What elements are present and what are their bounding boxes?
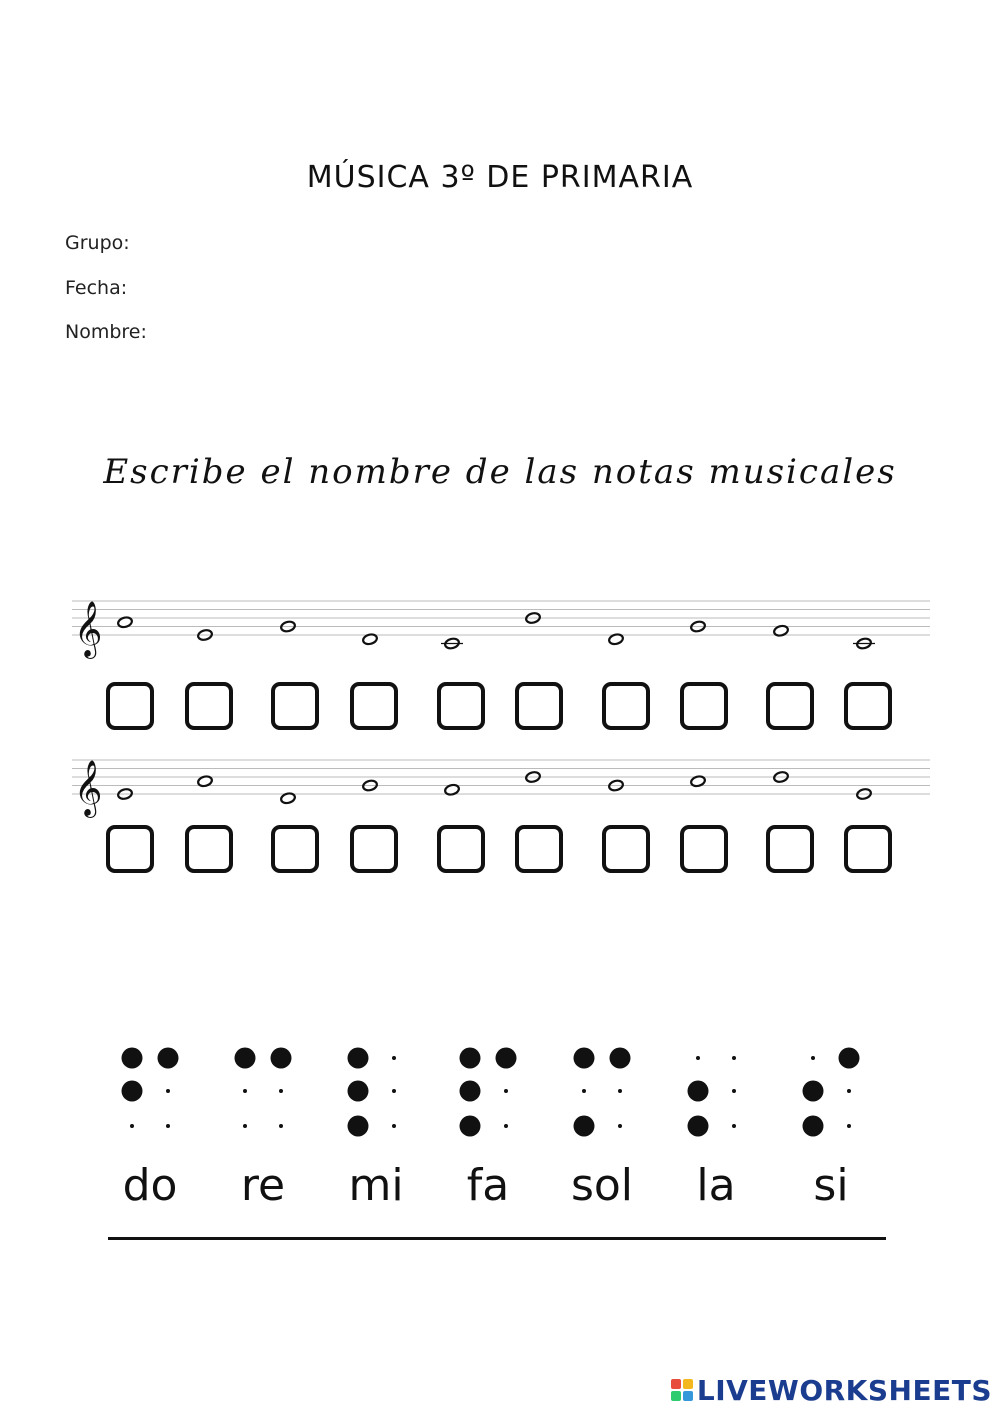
braille-dot-flat: [582, 1089, 586, 1093]
braille-dot-raised: [348, 1048, 369, 1069]
answer-box[interactable]: [185, 825, 233, 873]
braille-cell: [122, 1048, 179, 1129]
answer-box[interactable]: [185, 682, 233, 730]
braille-dot-flat: [732, 1089, 736, 1093]
answer-box[interactable]: [844, 825, 892, 873]
braille-dot-flat: [243, 1089, 247, 1093]
braille-dot-raised: [688, 1081, 709, 1102]
braille-dot-flat: [732, 1124, 736, 1128]
braille-dot-raised: [235, 1048, 256, 1069]
braille-cell: [803, 1048, 860, 1137]
braille-dot-raised: [496, 1048, 517, 1069]
answer-box[interactable]: [766, 825, 814, 873]
braille-dot-flat: [847, 1089, 851, 1093]
braille-dot-raised: [803, 1081, 824, 1102]
syllable-label: re: [240, 1160, 286, 1211]
answer-box[interactable]: [844, 682, 892, 730]
braille-dot-raised: [460, 1116, 481, 1137]
braille-dot-flat: [696, 1056, 700, 1060]
brand-logo: [671, 1373, 992, 1407]
brand-name: LIVEWORKSHEETS: [696, 1373, 992, 1407]
braille-cell: [688, 1056, 737, 1137]
braille-dot-flat: [279, 1089, 283, 1093]
braille-cell: [348, 1048, 397, 1137]
answer-box[interactable]: [350, 682, 398, 730]
answer-box[interactable]: [350, 825, 398, 873]
treble-clef-icon: 𝄞: [74, 760, 103, 816]
braille-cell: [235, 1048, 292, 1129]
braille-key: [0, 1040, 1000, 1150]
braille-dot-flat: [130, 1124, 134, 1128]
page-title: MÚSICA 3º DE PRIMARIA: [306, 160, 694, 196]
answer-box[interactable]: [271, 825, 319, 873]
answer-box[interactable]: [680, 682, 728, 730]
answer-box[interactable]: [602, 825, 650, 873]
syllable-label: la: [696, 1160, 736, 1211]
braille-dot-flat: [504, 1124, 508, 1128]
braille-dot-flat: [811, 1056, 815, 1060]
braille-dot-raised: [688, 1116, 709, 1137]
answer-box[interactable]: [766, 682, 814, 730]
syllable-label: sol: [570, 1160, 634, 1211]
braille-dot-flat: [732, 1056, 736, 1060]
braille-dot-flat: [504, 1089, 508, 1093]
braille-dot-flat: [392, 1089, 396, 1093]
braille-dot-flat: [392, 1056, 396, 1060]
braille-dot-raised: [574, 1116, 595, 1137]
syllable-label: si: [813, 1160, 849, 1211]
answer-box[interactable]: [437, 682, 485, 730]
fecha-label: Fecha:: [65, 277, 128, 299]
answer-box[interactable]: [680, 825, 728, 873]
braille-dot-flat: [392, 1124, 396, 1128]
answer-box[interactable]: [106, 825, 154, 873]
braille-dot-raised: [460, 1048, 481, 1069]
braille-dot-raised: [574, 1048, 595, 1069]
syllable-label: do: [122, 1160, 178, 1211]
braille-dot-flat: [847, 1124, 851, 1128]
braille-dot-flat: [243, 1124, 247, 1128]
braille-dot-raised: [610, 1048, 631, 1069]
answer-box[interactable]: [437, 825, 485, 873]
answer-box[interactable]: [106, 682, 154, 730]
answer-box[interactable]: [602, 682, 650, 730]
braille-dot-raised: [348, 1116, 369, 1137]
braille-dot-flat: [279, 1124, 283, 1128]
answer-box[interactable]: [515, 682, 563, 730]
braille-dot-flat: [618, 1124, 622, 1128]
answer-line: [108, 1237, 886, 1240]
grupo-label: Grupo:: [65, 232, 130, 254]
braille-dot-raised: [460, 1081, 481, 1102]
braille-dot-raised: [839, 1048, 860, 1069]
instructions: Escribe el nombre de las notas musicales: [103, 452, 897, 492]
nombre-label: Nombre:: [65, 321, 147, 343]
braille-dot-flat: [166, 1124, 170, 1128]
braille-cell: [574, 1048, 631, 1137]
syllable-label: mi: [348, 1160, 404, 1211]
answer-box[interactable]: [515, 825, 563, 873]
braille-dot-raised: [122, 1081, 143, 1102]
braille-dot-flat: [618, 1089, 622, 1093]
syllable-label: fa: [466, 1160, 510, 1211]
braille-dot-raised: [348, 1081, 369, 1102]
braille-cell: [460, 1048, 517, 1137]
braille-dot-raised: [803, 1116, 824, 1137]
treble-clef-icon: 𝄞: [74, 601, 103, 657]
braille-dot-raised: [122, 1048, 143, 1069]
braille-dot-raised: [271, 1048, 292, 1069]
braille-dot-flat: [166, 1089, 170, 1093]
braille-dot-raised: [158, 1048, 179, 1069]
answer-box[interactable]: [271, 682, 319, 730]
brand-logo-icon: [671, 1379, 693, 1401]
